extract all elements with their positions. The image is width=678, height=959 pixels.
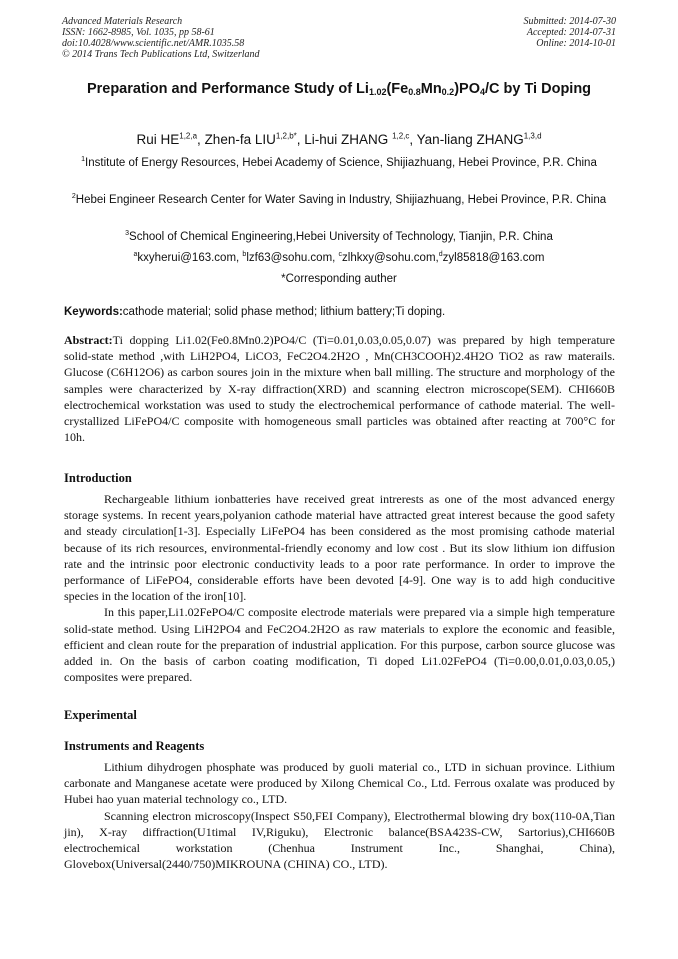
paragraph: Rechargeable lithium ionbatteries have received great intrerests as one of the most advanced energy storage systems. In recent years,polyanion cathode material have attracted great interest because the good safety and steady circulation[1-3]. Especially LiFePO4 has been considered as the most promising cathode material because of its rich resources, environmental-friendly economy and low cost . But its slow lithium ion diffusion rate and the intrinsic poor electronic conductivity leads to a poor rate performance. In order to improve the performance of LiFePO4, considerable efforts have been devoted [4-9]. One way is to add high conducitive species in the location of the iron[10]. <box>64 492 615 604</box>
subsection-heading-instruments: Instruments and Reagents <box>64 739 205 753</box>
author: Li-hui ZHANG $^{1,2,c}$, <box>304 131 417 147</box>
author-list <box>40 131 638 149</box>
journal-issn: ISSN: 1662-8985, Vol. 1035, pp 58-61 <box>62 27 215 38</box>
submitted-date: Submitted: 2014-07-30 <box>523 16 616 27</box>
journal-header-left <box>62 16 260 60</box>
journal-name: Advanced Materials Research <box>62 16 183 27</box>
introduction-body <box>64 491 615 685</box>
accepted-date: Accepted: 2014-07-31 <box>526 27 616 38</box>
keywords: Keywords:cathode material; solid phase method; lithium battery;Ti doping. <box>64 306 446 318</box>
author: Zhen-fa $LIU^{1,2,b*}$, <box>204 131 305 147</box>
instruments-body <box>64 759 615 872</box>
journal-doi: doi:10.4028/www.scientific.net/AMR.1035.58 <box>62 38 245 49</box>
affiliation-2: $^2$Hebei Engineer Research Center for Water Saving in Industry, Shijiazhuang, Hebei Province, P.R. China <box>71 193 607 206</box>
author: Rui HE$^{1,2,a}$, <box>136 131 205 147</box>
journal-copyright: © 2014 Trans Tech Publications Ltd, Switzerland <box>62 49 260 60</box>
paragraph: Scanning electron microscopy(Inspect S50,FEI Company), Electrothermal blowing dry box(110-0A,Tian jin), X-ray diffraction(U1timal IV,Riguku), Electronic balance(BSA423S-CW, Sartorius),CHI660B electrochemical workstation (Chenhua Instrument Inc., Shanghai, China), Glovebox(Universal(2440/750)MIKROUNA (CHINA) CO., LTD). <box>64 808 615 872</box>
online-date: Online: 2014-10-01 <box>536 38 616 49</box>
corresponding-note: *Corresponding auther <box>281 273 397 285</box>
journal-header-right <box>524 16 617 49</box>
abstract: Abstract:Ti dopping Li1.02(Fe0.8Mn0.2)PO4/C (Ti=0.01,0.03,0.05,0.07) was prepared by high temperature solid-state method ,with LiH2PO4, LiCO3, FeC2O4.2H2O , Mn(CH3COOH)2.4H2O TiO2 as raw materails. Glucose (C6H12O6) as carbon soures join in the mixture when ball milling. The structure and morphology of the samples were characterized by X-ray diffraction(XRD) and scanning electron microscope(SEM). CHI660B electrochemical workstation was used to study the electrochemical performance of cathode material. The well-crystallized LiFePO4/C composite with homogeneous small particles was obtained after reacting at 700°C for 10h. <box>64 333 615 445</box>
paragraph: In this paper,Li1.02FePO4/C composite electrode materials were prepared via a simple high temperature solid-state method. Using LiH2PO4 and FeC2O4.2H2O as raw materials to explore the economic and feasible, efficient and clean route for the preparation of industrial application. For this purpose, carbon source glucose was added in. On the basis of carbon coating modification, Ti doped Li1.02FePO4 (Ti=0.00,0.01,0.03,0.05,) composites were prepared. <box>64 605 615 685</box>
affiliation-3: $^3$School of Chemical Engineering,Hebei University of Technology, Tianjin, P.R. China <box>125 230 553 243</box>
paragraph: Lithium dihydrogen phosphate was produced by guoli material co., LTD in sichuan province. Lithium carbonate and Manganese acetate were produced by Xilong Chemical Co., Ltd. Ferrous oxalate was produced by Hubei hao yuan material technology co., LTD. <box>64 760 615 807</box>
section-heading-introduction: Introduction <box>64 471 132 485</box>
section-heading-experimental: Experimental <box>64 708 137 722</box>
author-emails: $^a$kxyherui@163.com, $^b$lzf63@sohu.com, $^c$zlhkxy@sohu.com,$^d$zyl85818@163.com <box>133 251 545 264</box>
paper-title: Preparation and Performance Study of $Li_{1.02}(Fe_{0.8}Mn_{0.2})PO_4/C$ by Ti Doping <box>86 81 592 97</box>
author: Yan-liang ZHANG$^{1,3,d}$ <box>416 131 542 147</box>
affiliation-1: $^1$Institute of Energy Resources, Hebei Academy of Science, Shijiazhuang, Hebei Province, P.R. China <box>81 156 597 169</box>
